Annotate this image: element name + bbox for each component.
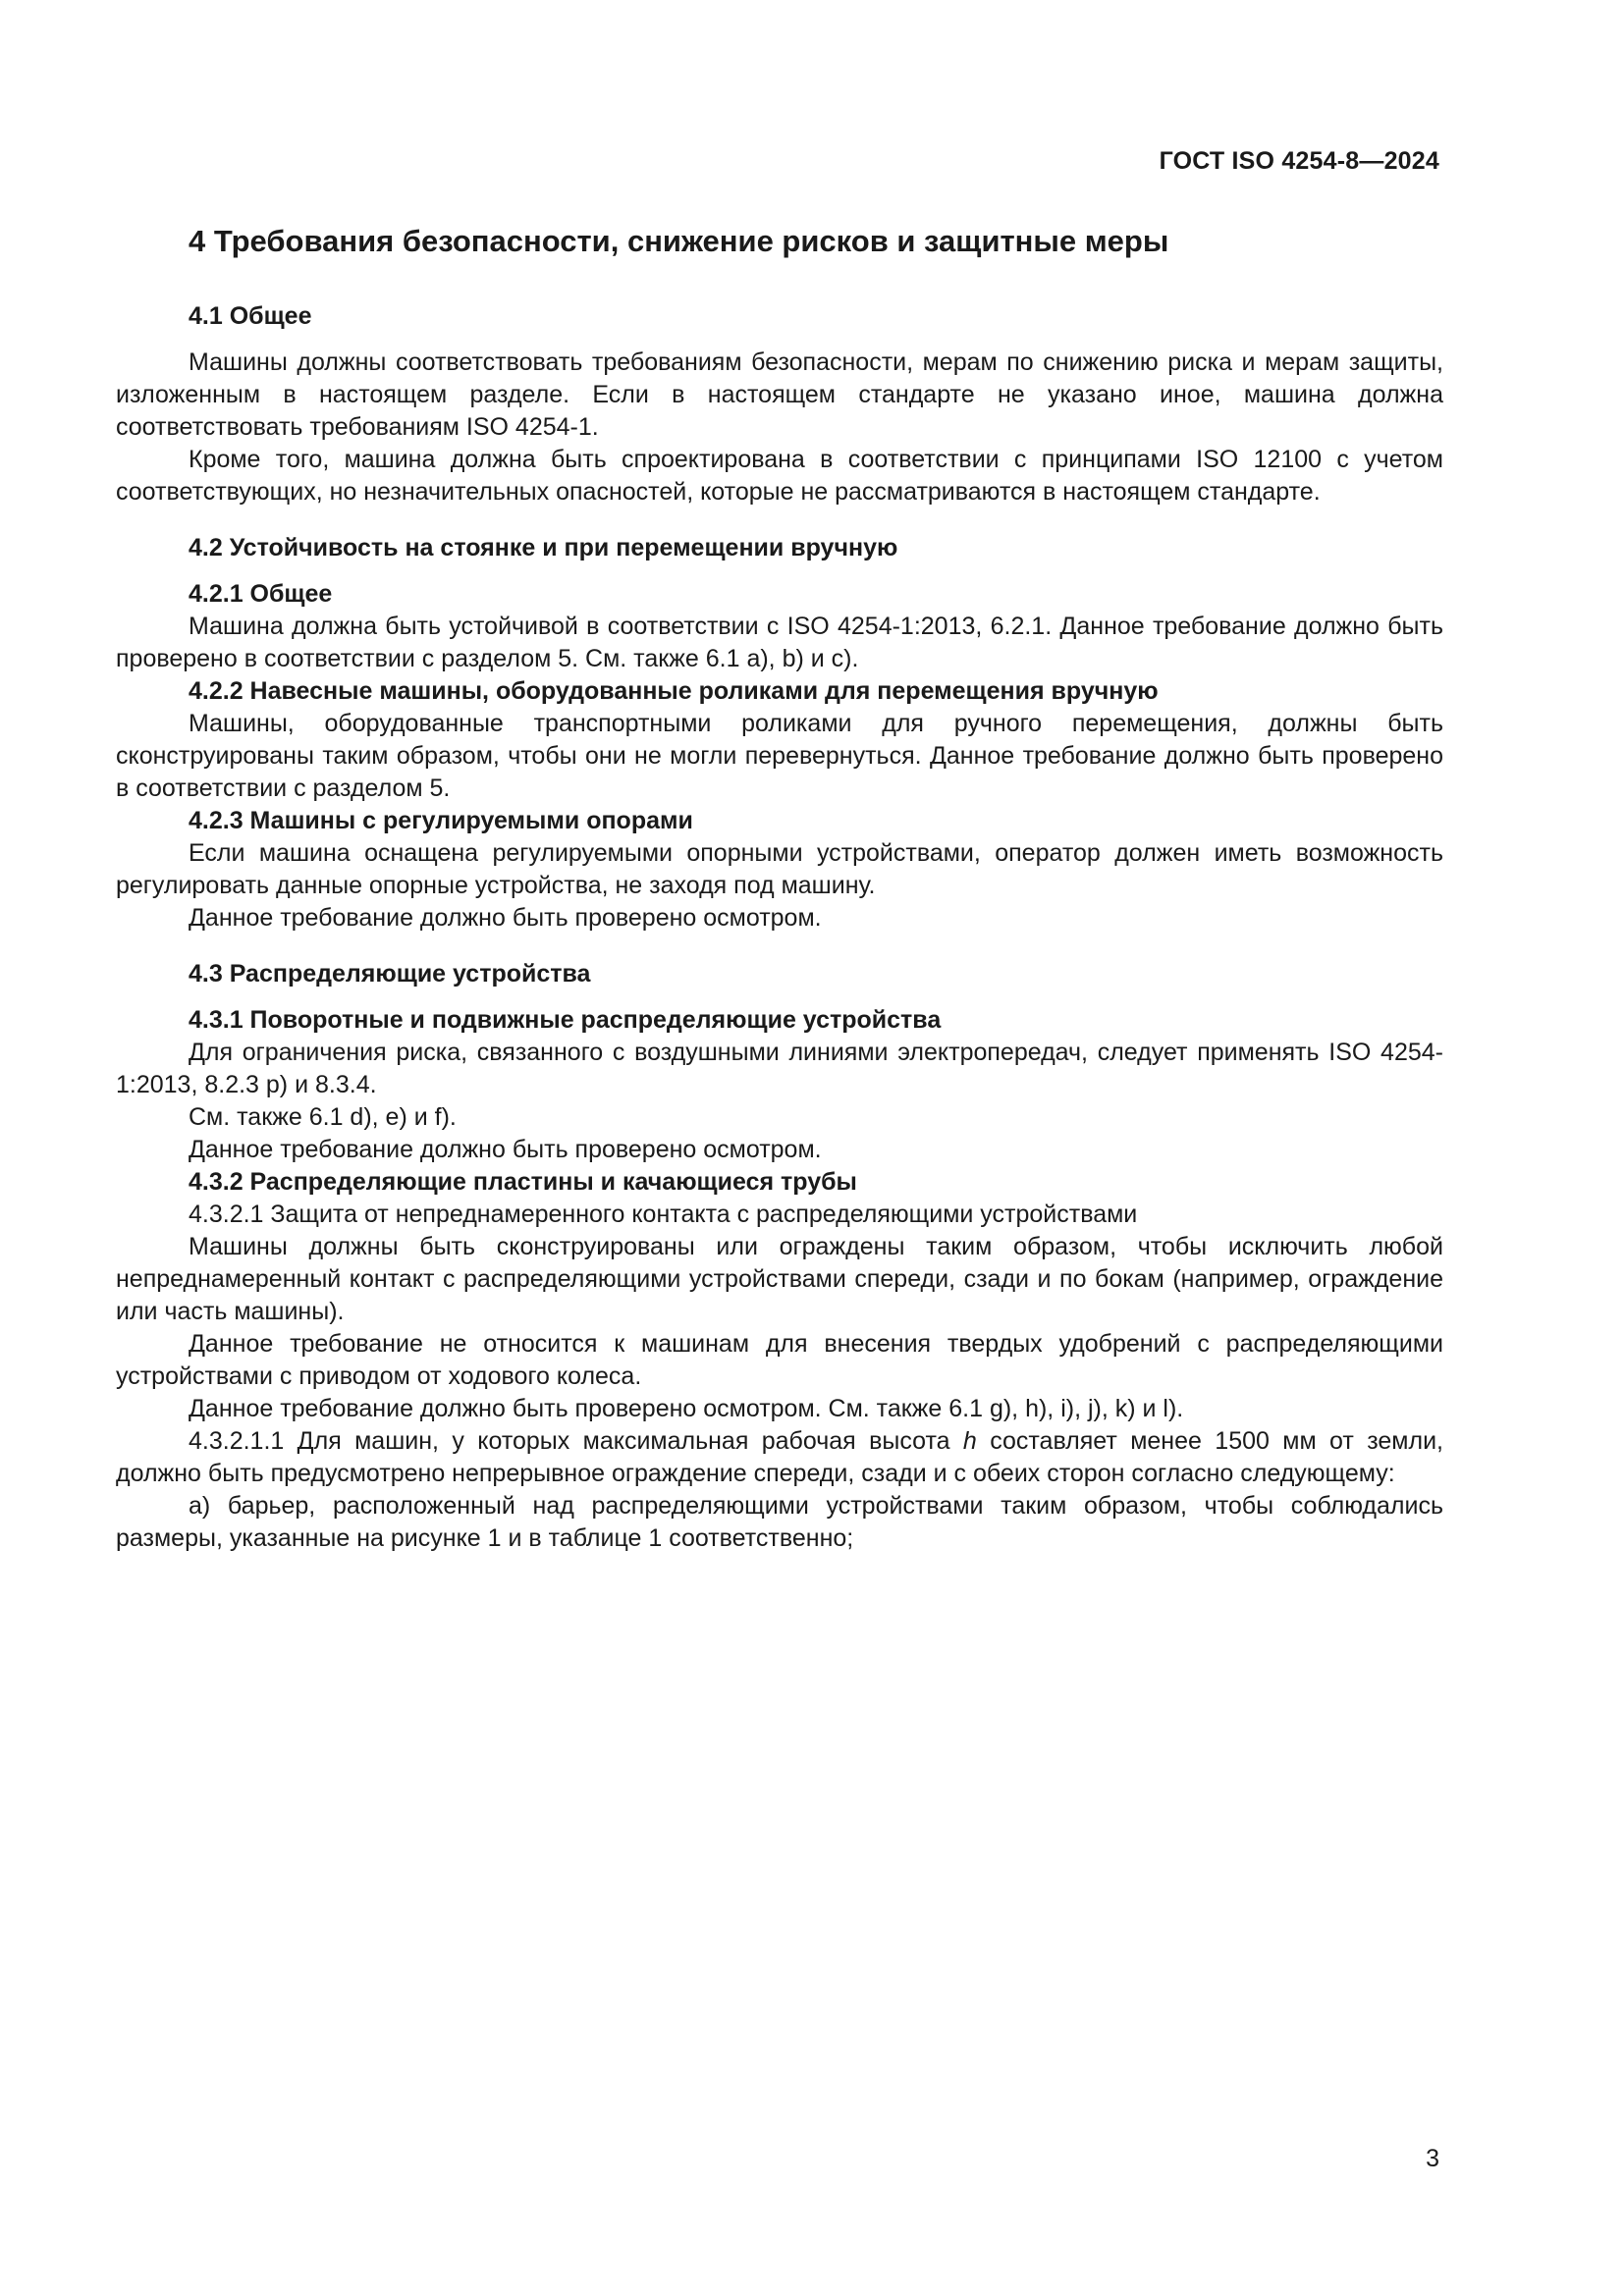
section-4-1-title: 4.1 Общее [189,302,312,330]
variable-h: h [962,1427,977,1455]
document-code: ГОСТ ISO 4254-8—2024 [1159,147,1439,175]
paragraph: Данное требование должно быть проверено осмотром. [189,1136,822,1163]
paragraph: Данное требование должно быть проверено осмотром. [189,904,822,932]
paragraph: Если машина оснащена регулируемыми опорными устройствами, оператор должен иметь возможность регулировать данные опорные устройства, не заходя под машину. [116,839,1443,899]
paragraph: Данное требование не относится к машинам для внесения твердых удобрений с распределяющими устройствами с приводом от ходового колеса. [116,1330,1443,1390]
paragraph: Данное требование должно быть проверено осмотром. См. также 6.1 g), h), i), j), k) и l). [189,1395,1184,1422]
paragraph: Кроме того, машина должна быть спроектирована в соответствии с принципами ISO 12100 с учетом соответствующих, но незначительных опасностей, которые не рассматриваются в настоящем стандарте. [116,446,1443,506]
paragraph: Машины, оборудованные транспортными роликами для ручного перемещения, должны быть сконструированы таким образом, чтобы они не могли перевернуться. Данное требование должно быть проверено в соответствии с разделом 5. [116,710,1443,802]
section-4-3-1-title: 4.3.1 Поворотные и подвижные распределяющие устройства [189,1006,942,1034]
paragraph: См. также 6.1 d), е) и f). [189,1103,457,1131]
document-body [116,224,1443,1555]
paragraph [116,1425,1443,1490]
section-4-2-2-title: 4.2.2 Навесные машины, оборудованные роликами для перемещения вручную [189,677,1159,705]
paragraph: Для ограничения риска, связанного с воздушными линиями электропередач, следует применять ISO 4254-1:2013, 8.2.3 р) и 8.3.4. [116,1039,1443,1098]
paragraph-text: 4.3.2.1.1 Для машин, у которых максимальная рабочая высота [189,1427,963,1455]
paragraph: Машины должны соответствовать требованиям безопасности, мерам по снижению риска и мерам защиты, изложенным в настоящем разделе. Если в настоящем стандарте не указано иное, машина должна соответствовать требованиям ISO 4254-1. [116,348,1443,441]
section-4-2-title: 4.2 Устойчивость на стоянке и при перемещении вручную [189,534,898,561]
section-4-2-1-title: 4.2.1 Общее [189,580,333,608]
page-number: 3 [1426,2145,1439,2172]
paragraph: 4.3.2.1 Защита от непреднамеренного контакта с распределяющими устройствами [189,1201,1138,1228]
paragraph: а) барьер, расположенный над распределяющими устройствами таким образом, чтобы соблюдались размеры, указанные на рисунке 1 и в таблице 1 соответственно; [116,1492,1443,1552]
paragraph-text: составляет менее 1500 мм от земли, должно быть предусмотрено непрерывное ограждение спереди, сзади и с обеих сторон согласно следующему: [116,1427,1443,1487]
section-4-title: 4 Требования безопасности, снижение рисков и защитные меры [189,224,1169,258]
section-4-3-2-title: 4.3.2 Распределяющие пластины и качающиеся трубы [189,1168,857,1196]
section-4-2-3-title: 4.2.3 Машины с регулируемыми опорами [189,807,693,834]
section-4-3-title: 4.3 Распределяющие устройства [189,960,591,988]
paragraph: Машины должны быть сконструированы или ограждены таким образом, чтобы исключить любой непреднамеренный контакт с распределяющими устройствами спереди, сзади и по бокам (например, ограждение или часть машины). [116,1233,1443,1325]
paragraph: Машина должна быть устойчивой в соответствии с ISO 4254-1:2013, 6.2.1. Данное требование должно быть проверено в соответствии с разделом 5. См. также 6.1 а), b) и с). [116,613,1443,672]
